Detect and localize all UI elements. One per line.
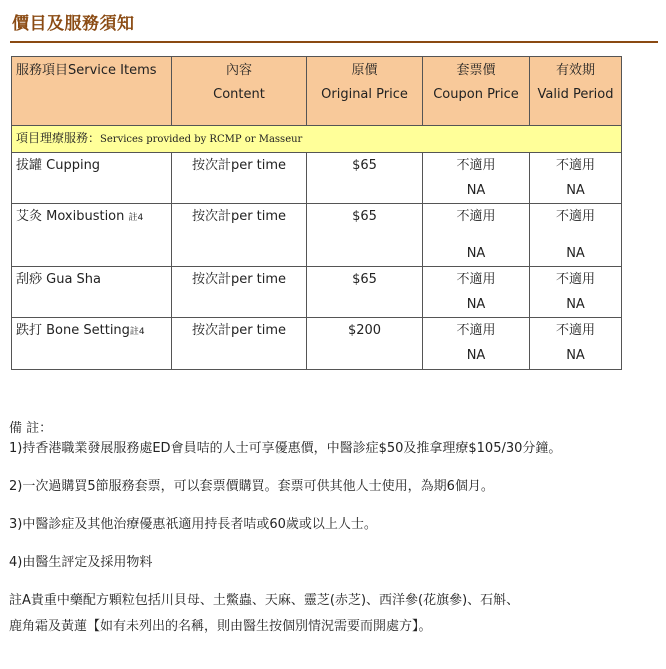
table-row	[12, 153, 622, 204]
coupon-cell	[423, 153, 530, 204]
note-item: 2)一次過購買5節服務套票，可以套票價購買。套票可供其他人士使用，為期6個月。	[9, 479, 494, 494]
price-value: $200	[347, 323, 382, 338]
coupon-value: 不適用	[456, 323, 496, 338]
content-cell	[172, 204, 307, 267]
valid-value-en: NA	[566, 348, 585, 363]
note-item: 3)中醫診症及其他治療優惠祇適用持長者咭或60歲或以上人士。	[9, 517, 377, 532]
content-value: 按次計per time	[191, 272, 287, 287]
item-name: 艾灸 Moxibustion	[16, 209, 125, 224]
header-label: 內容	[225, 63, 252, 78]
price-cell	[307, 267, 423, 318]
content-value: 按次計per time	[191, 209, 287, 224]
note-item: 4)由醫生評定及採用物料	[9, 555, 153, 570]
table-header-row	[12, 57, 622, 126]
price-cell	[307, 318, 423, 370]
content-cell	[172, 267, 307, 318]
item-note: 註4	[128, 213, 144, 223]
coupon-cell	[423, 204, 530, 267]
header-label-en: Original Price	[321, 87, 408, 102]
header-label: 有效期	[555, 63, 595, 78]
header-label: 原價	[351, 63, 378, 78]
header-content	[172, 57, 307, 126]
header-label-en: Coupon Price	[433, 87, 519, 102]
header-service-items	[12, 57, 172, 126]
item-note: 註4	[129, 327, 145, 337]
note-item: 1)持香港職業發展服務處ED會員咭的人士可享優惠價，中醫診症$50及推拿理療$105/30分鐘。	[9, 441, 562, 456]
coupon-cell	[423, 318, 530, 370]
valid-value-en: NA	[566, 183, 585, 198]
valid-value: 不適用	[555, 323, 595, 338]
valid-cell	[530, 267, 622, 318]
notes-heading: 備 註：	[9, 421, 53, 436]
content-cell	[172, 153, 307, 204]
coupon-value-en: NA	[466, 183, 486, 198]
coupon-value-en: NA	[466, 348, 486, 363]
notes-section	[9, 419, 561, 637]
valid-value: 不適用	[555, 272, 595, 287]
header-original-price	[307, 57, 423, 126]
category-label: 項目理療服務：	[16, 131, 101, 145]
table-row	[12, 318, 622, 370]
coupon-value: 不適用	[456, 272, 496, 287]
category-row	[12, 126, 622, 153]
item-cell	[12, 267, 172, 318]
content-value: 按次計per time	[191, 158, 287, 173]
valid-value-en: NA	[566, 246, 585, 261]
coupon-cell	[423, 267, 530, 318]
header-label-en: Content	[213, 87, 265, 102]
header-coupon-price	[423, 57, 530, 126]
header-label-en: Valid Period	[537, 87, 614, 102]
item-name: 跌打 Bone Setting	[16, 323, 130, 338]
price-cell	[307, 153, 423, 204]
price-value: $65	[352, 272, 377, 287]
coupon-value-en: NA	[466, 246, 486, 261]
valid-cell	[530, 153, 622, 204]
item-name: 刮痧 Gua Sha	[16, 272, 102, 287]
content-cell	[172, 318, 307, 370]
valid-cell	[530, 318, 622, 370]
category-cell	[12, 126, 622, 153]
valid-value-en: NA	[566, 297, 585, 312]
footnote-line: 鹿角霜及黃蓮【如有未列出的名稱，則由醫生按個別情況需要而開處方】。	[9, 619, 432, 634]
item-cell	[12, 204, 172, 267]
footnote-line: 註A貴重中藥配方顆粒包括川貝母、土鱉蟲、天麻、靈芝(赤芝)、西洋參(花旗參)、石斛、	[9, 593, 520, 608]
title-divider	[10, 41, 658, 43]
price-value: $65	[352, 209, 377, 224]
table-row	[12, 204, 622, 267]
content-value: 按次計per time	[191, 323, 287, 338]
coupon-value-en: NA	[466, 297, 486, 312]
item-cell	[12, 153, 172, 204]
category-label-en: Services provided by RCMP or Masseur	[100, 134, 303, 145]
valid-value: 不適用	[555, 209, 595, 224]
coupon-value: 不適用	[456, 158, 496, 173]
valid-value: 不適用	[555, 158, 595, 173]
item-name: 拔罐 Cupping	[16, 158, 101, 173]
price-table	[11, 56, 622, 370]
coupon-value: 不適用	[456, 209, 496, 224]
price-value: $65	[352, 158, 377, 173]
header-valid-period	[530, 57, 622, 126]
header-label: 套票價	[456, 63, 496, 78]
page-title: 價目及服務須知	[12, 14, 135, 34]
price-cell	[307, 204, 423, 267]
header-label: 服務項目Service Items	[16, 63, 157, 78]
item-cell	[12, 318, 172, 370]
valid-cell	[530, 204, 622, 267]
table-row	[12, 267, 622, 318]
